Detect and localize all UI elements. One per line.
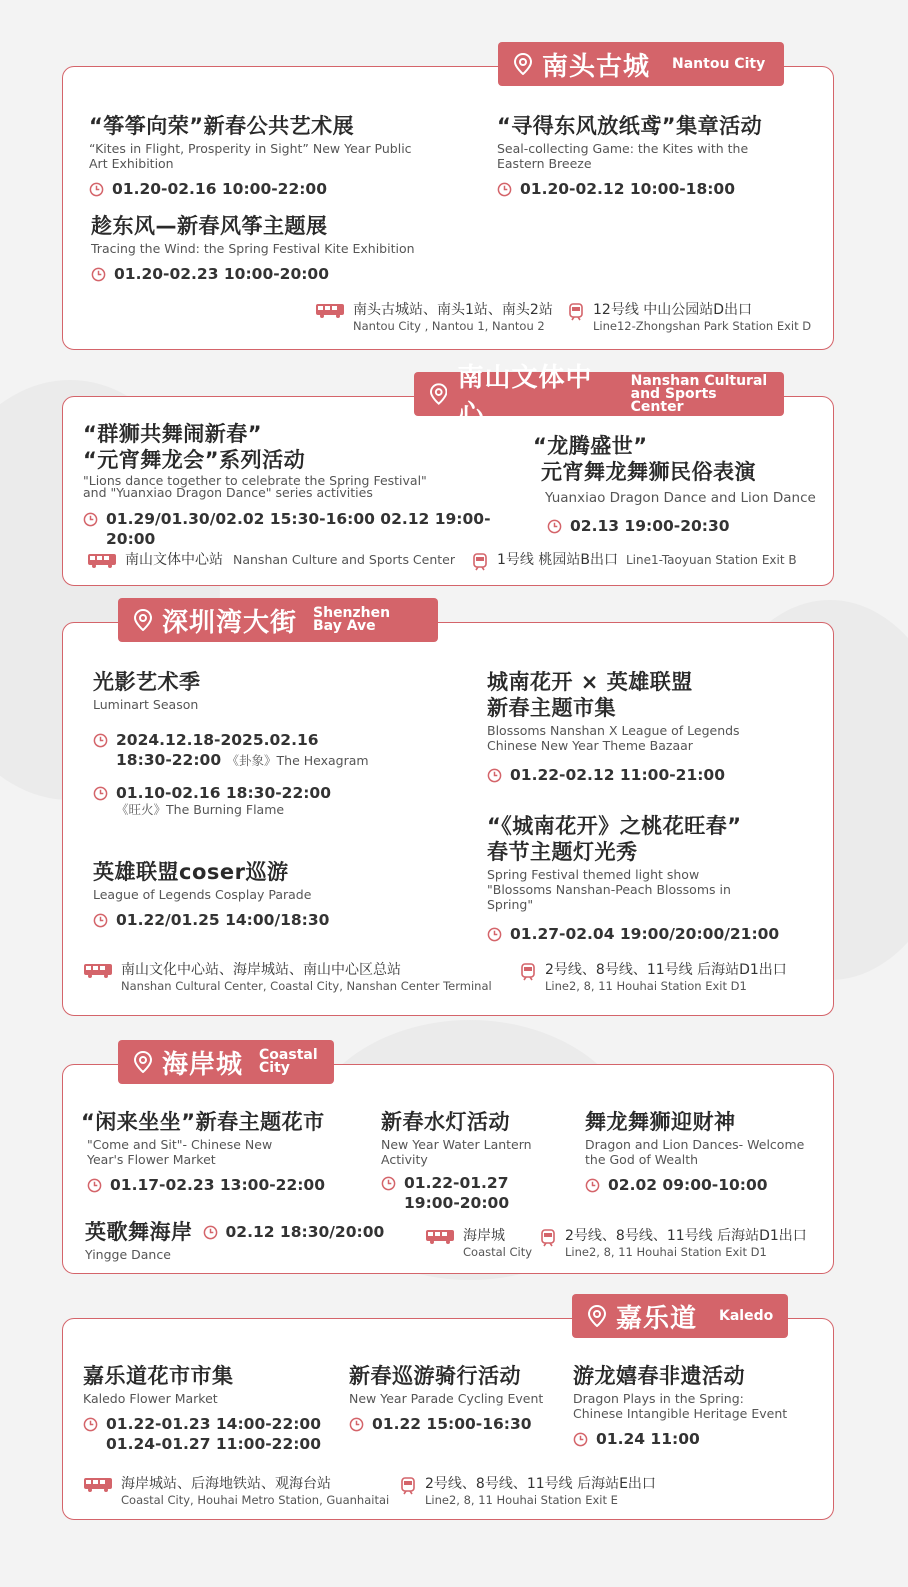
metro-icon [519,963,537,981]
event-dragon-show: “龙腾盛世” 元宵舞龙舞狮民俗表演 Yuanxiao Dragon Dance and Lion Dance 02.13 19:00-20:30 [533,434,816,535]
clock-icon [573,1432,588,1447]
clock-icon [87,1178,102,1193]
event-time: 01.20-02.12 10:00-18:00 [497,179,797,199]
clock-icon [91,267,106,282]
bus-info: 海岸城站、后海地铁站、观海台站 Coastal City, Houhai Metro Station, Guanhaitai [83,1475,389,1507]
coastal-card [62,1064,834,1274]
kaledo-card [62,1318,834,1520]
metro-icon [567,303,585,321]
location-pin-icon [588,1305,606,1327]
event-kites-exhibition [89,113,419,199]
event-title: “寻得东风放纸鸢”集章活动 [497,114,763,138]
metro-info: 12号线 中山公园站D出口 Line12-Zhongshan Park Station Exit D [567,301,811,333]
event-cycling-parade: 新春巡游骑行活动 New Year Parade Cycling Event 01.22 15:00-16:30 [349,1364,544,1433]
event-time: 01.20-02.16 10:00-22:00 [89,179,419,199]
bus-icon [315,303,345,319]
event-lions-dance: “群狮共舞闹新春” “元宵舞龙会”系列活动 "Lions dance together to celebrate the Spring Festival" and "Yuanxiao Dragon Dance" series activities 01.29/01.30/02.02 15:30-16:00 02.12 19:00-20:00 [83,422,491,548]
event-title: 趁东风—新春风筝主题展 [91,214,328,238]
metro-icon [399,1477,417,1495]
clock-icon [497,182,512,197]
metro-info: 1号线 桃园站B出口 Line1-Taoyuan Station Exit B [471,551,797,571]
clock-icon [349,1417,364,1432]
event-luminart: 光影艺术季 Luminart Season 2024.12.18-2025.02.16 18:30-22:00 《卦象》The Hexagram 01.10-02.16 18:30-22:00 《旺火》The Burning Flame [93,670,369,817]
event-dragon-heritage: 游龙嬉春非遗活动 Dragon Plays in the Spring: Chinese Intangible Heritage Event 01.24 11:00 [573,1364,788,1448]
nanshan-card [62,396,834,586]
clock-icon [203,1225,218,1240]
location-pin-icon [430,383,447,405]
event-god-of-wealth: 舞龙舞狮迎财神 Dragon and Lion Dances- Welcome the God of Wealth 02.02 09:00-10:00 [585,1110,805,1194]
bus-info: 海岸城 Coastal City [425,1227,532,1259]
location-tag-nanshan: 南山文体中心 Nanshan Cultural and Sports Center [414,372,784,416]
event-lol-bazaar: 城南花开 × 英雄联盟 新春主题市集 Blossoms Nanshan X League of Legends Chinese New Year Theme Bazaar 01.22-02.12 11:00-21:00 [487,670,740,784]
location-tag-bay: 深圳湾大街 Shenzhen Bay Ave [118,598,438,642]
clock-icon [93,786,108,801]
metro-icon [539,1229,557,1247]
event-cosplay-parade: 英雄联盟coser巡游 League of Legends Cosplay Parade 01.22/01.25 14:00/18:30 [93,860,330,929]
bus-info: 南山文化中心站、海岸城站、南山中心区总站 Nanshan Cultural Center, Coastal City, Nanshan Center Terminal [83,961,492,993]
bus-icon [87,553,117,569]
clock-icon [381,1176,396,1191]
bus-icon [83,1477,113,1493]
clock-icon [93,913,108,928]
event-water-lantern: 新春水灯活动 New Year Water Lantern Activity 01.22-01.27 19:00-20:00 [381,1110,532,1212]
event-light-show: “《城南花开》之桃花旺春” 春节主题灯光秀 Spring Festival themed light show "Blossoms Nanshan-Peach Blossoms in Spring" 01.27-02.04 19:00/20:00/21:00 [487,814,780,943]
metro-info: 2号线、8号线、11号线 后海站D1出口 Line2, 8, 11 Houhai Station Exit D1 [519,961,787,993]
clock-icon [487,927,502,942]
clock-icon [487,768,502,783]
event-yingge-dance: 英歌舞海岸 02.12 18:30/20:00 Yingge Dance [85,1220,385,1262]
event-kaledo-flower-market: 嘉乐道花市市集 Kaledo Flower Market 01.22-01.23 14:00-22:00 01.24-01.27 11:00-22:00 [83,1364,321,1453]
event-en: Tracing the Wind: the Spring Festival Kite Exhibition [91,241,415,256]
event-seal-collecting [497,113,797,199]
location-tag-kaledo: 嘉乐道 Kaledo [572,1294,788,1338]
location-tag-coastal: 海岸城 Coastal City [118,1040,334,1084]
bus-icon [425,1229,455,1245]
event-title: “筝筝向荣”新春公共艺术展 [89,114,355,138]
location-pin-icon [514,53,532,75]
clock-icon [89,182,104,197]
event-en: Seal-collecting Game: the Kites with the Eastern Breeze [497,141,749,171]
metro-info: 2号线、8号线、11号线 后海站E出口 Line2, 8, 11 Houhai Station Exit E [399,1475,656,1507]
bus-icon [83,963,113,979]
nantou-card [62,66,834,350]
bus-info: 南头古城站、南头1站、南头2站 Nantou City , Nantou 1, Nantou 2 [315,301,553,333]
metro-icon [471,553,489,571]
clock-icon [585,1178,600,1193]
location-pin-icon [134,1051,152,1073]
clock-icon [93,733,108,748]
event-time: 01.20-02.23 10:00-20:00 [91,264,451,284]
location-pin-icon [134,609,152,631]
event-kite-theme [91,213,451,284]
event-flower-market: “闲来坐坐”新春主题花市 "Come and Sit"- Chinese New Year's Flower Market 01.17-02.23 13:00-22:00 [81,1110,325,1194]
clock-icon [547,519,562,534]
location-tag-nantou: 南头古城 Nantou City [498,42,784,86]
event-en: “Kites in Flight, Prosperity in Sight” New Year Public Art Exhibition [89,141,412,171]
clock-icon [83,512,98,527]
bus-info: 南山文体中心站 Nanshan Culture and Sports Center [87,551,455,569]
metro-info: 2号线、8号线、11号线 后海站D1出口 Line2, 8, 11 Houhai Station Exit D1 [539,1227,807,1259]
bay-card [62,622,834,1016]
clock-icon [83,1417,98,1432]
